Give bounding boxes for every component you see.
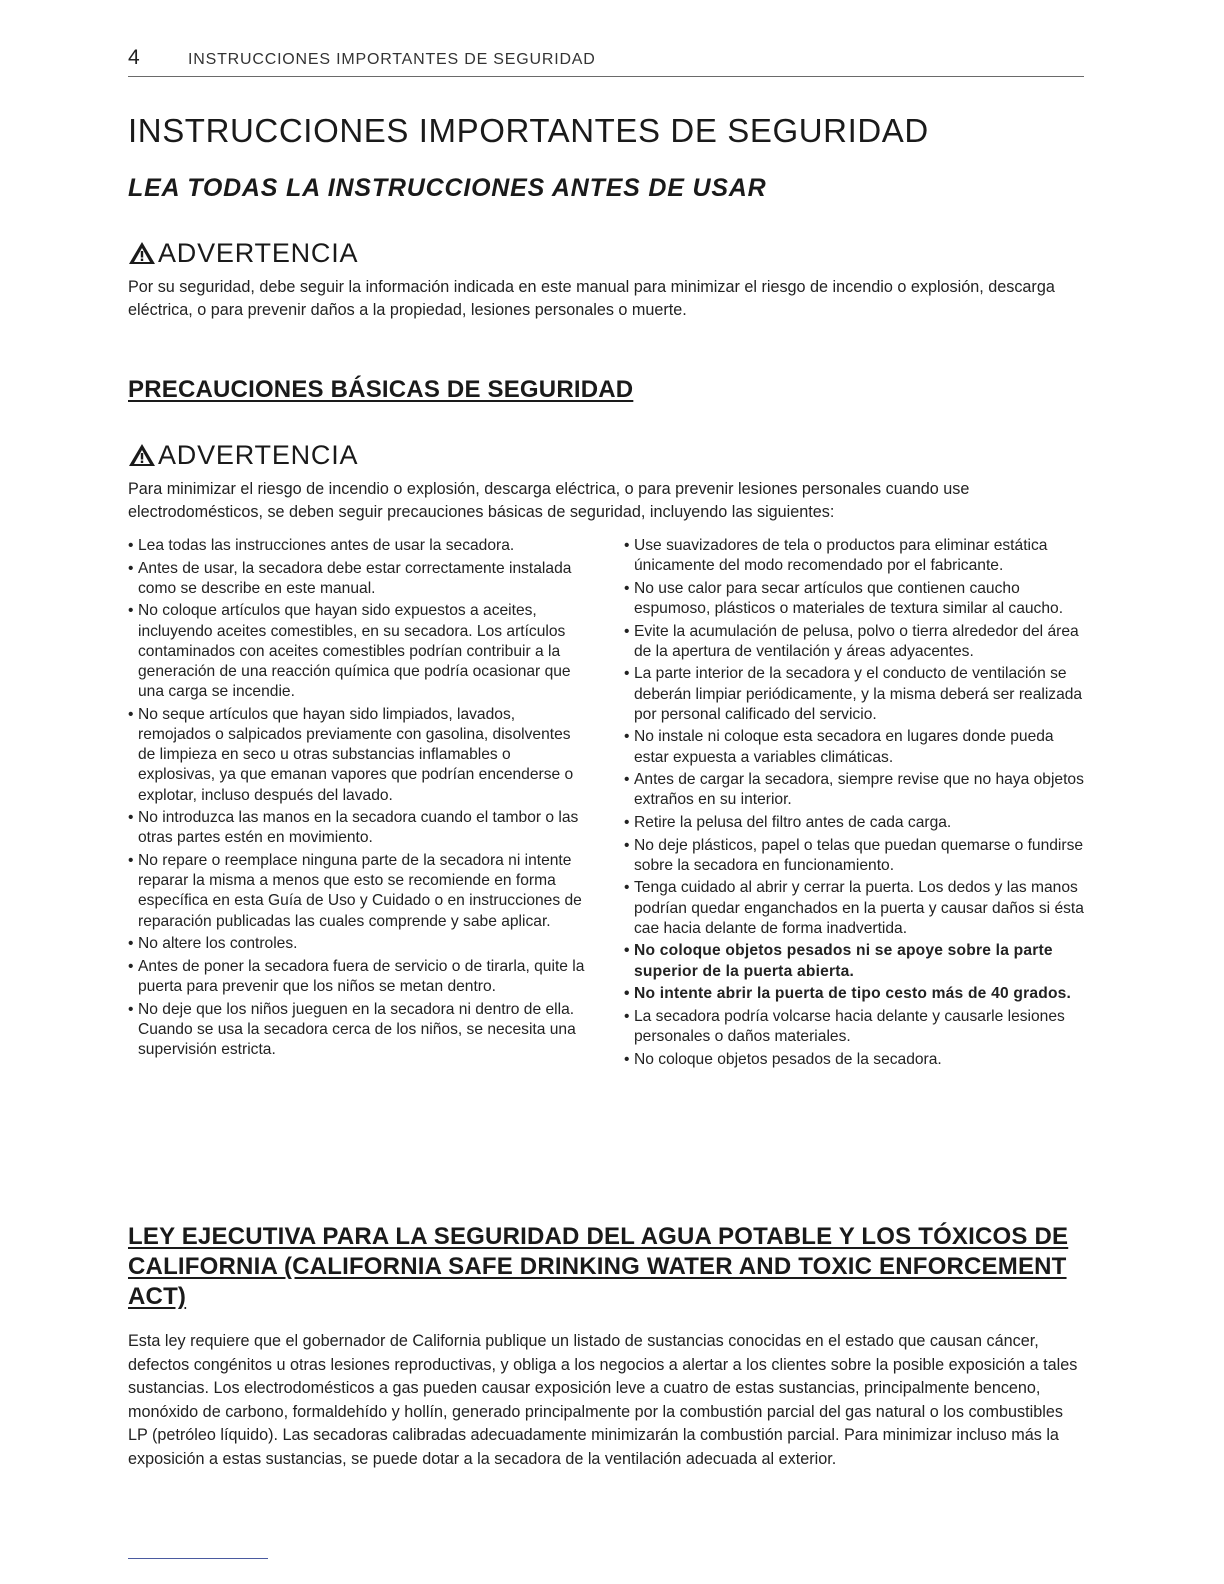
list-item: • No introduzca las manos en la secadora cuando el tambor o las otras partes estén en movimiento. — [128, 808, 588, 848]
warning-text-1: Por su seguridad, debe seguir la información indicada en este manual para minimizar el riesgo de incendio o explosión, descarga eléctrica, o para prevenir daños a la propiedad, lesiones personales o muerte. — [128, 278, 1055, 319]
running-header — [128, 44, 1084, 77]
california-text: Esta ley requiere que el gobernador de California publique un listado de sustancias conocidas en el estado que causan cáncer, defectos congénitos u otras lesiones reproductivas, y obliga a los negocios a alertar a los clientes sobre la posible exposición a tales sustancias. Los electrodomésticos a gas pueden causar exposición leve a cuatro de estas sustancias, principalmente benceno, monóxido de carbono, formaldehído y hollín, generado principalmente por la combustión parcial del gas natural o los combustibles LP (petróleo líquido). Las secadoras calibradas adecuadamente minimizarán la combustión parcial. Para minimizar incluso más la exposición a estas sustancias, se puede dotar a la secadora de la ventilación adecuada al exterior. — [128, 1332, 1078, 1468]
list-item: • Tenga cuidado al abrir y cerrar la puerta. Los dedos y las manos podrían quedar enganchados en la puerta y causar daños si ésta cae hacia delante de forma inadvertida. — [624, 878, 1086, 939]
list-item: • No use calor para secar artículos que contienen caucho espumoso, plásticos o materiales de textura similar al caucho. — [624, 579, 1086, 619]
list-item: • No coloque objetos pesados de la secadora. — [624, 1050, 1086, 1070]
precautions-left-list — [128, 536, 588, 1063]
list-item: • No instale ni coloque esta secadora en lugares donde pueda estar expuesta a variables climáticas. — [624, 727, 1086, 767]
list-item: • Retire la pelusa del filtro antes de cada carga. — [624, 813, 1086, 833]
running-title: INSTRUCCIONES IMPORTANTES DE SEGURIDAD — [188, 51, 596, 68]
list-item: • No repare o reemplace ninguna parte de la secadora ni intente reparar la misma a menos que esto se recomiende en forma específica en esta Guía de Uso y Cuidado o en instrucciones de reparación publicadas las cuales comprende y sabe aplicar. — [128, 851, 588, 932]
warning-triangle-icon — [128, 443, 156, 467]
warning-triangle-icon — [128, 241, 156, 265]
page-title: INSTRUCCIONES IMPORTANTES DE SEGURIDAD — [128, 112, 929, 149]
list-item: • No seque artículos que hayan sido limpiados, lavados, remojados o salpicados previamente con gasolina, disolventes de limpieza en seco u otras substancias inflamables o explosivas, ya que emanan vapores que podrían encenderse o explotar, incluso después del lavado. — [128, 705, 588, 806]
list-item: • No deje plásticos, papel o telas que puedan quemarse o fundirse sobre la secadora en funcionamiento. — [624, 836, 1086, 876]
section-heading-basic: PRECAUCIONES BÁSICAS DE SEGURIDAD — [128, 376, 634, 403]
list-item: • Antes de cargar la secadora, siempre revise que no haya objetos extraños en su interior. — [624, 770, 1086, 810]
precautions-right-list — [624, 536, 1086, 1072]
list-item-bold: • No intente abrir la puerta de tipo cesto más de 40 grados. — [624, 984, 1086, 1004]
page-subtitle: LEA TODAS LA INSTRUCCIONES ANTES DE USAR — [128, 174, 767, 202]
list-item: • No altere los controles. — [128, 934, 588, 954]
list-item: • La secadora podría volcarse hacia delante y causarle lesiones personales o daños materiales. — [624, 1007, 1086, 1047]
section-heading-california: LEY EJECUTIVA PARA LA SEGURIDAD DEL AGUA POTABLE Y LOS TÓXICOS DE CALIFORNIA (CALIFORNIA SAFE DRINKING WATER AND TOXIC ENFORCEMENT ACT) — [128, 1223, 1069, 1310]
list-item: • Antes de usar, la secadora debe estar correctamente instalada como se describe en este manual. — [128, 559, 588, 599]
warning-label-1: ADVERTENCIA — [158, 237, 359, 268]
list-item: • La parte interior de la secadora y el conducto de ventilación se deberán limpiar periódicamente, y la misma deberá ser realizada por personal calificado del servicio. — [624, 664, 1086, 725]
list-item: • Antes de poner la secadora fuera de servicio o de tirarla, quite la puerta para prevenir que los niños se metan dentro. — [128, 957, 588, 997]
basic-intro: Para minimizar el riesgo de incendio o explosión, descarga eléctrica, o para prevenir lesiones personales cuando use electrodomésticos, se deben seguir precauciones básicas de seguridad, incluyendo las siguientes: — [128, 480, 970, 521]
footer-rule — [128, 1558, 268, 1559]
list-item: • Use suavizadores de tela o productos para eliminar estática únicamente del modo recomendado por el fabricante. — [624, 536, 1086, 576]
list-item: • No coloque artículos que hayan sido expuestos a aceites, incluyendo aceites comestibles, en su secadora. Los artículos contaminados con aceites comestibles podrían contribuir a la generación de una reacción química que podría ocasionar que una carga se incendie. — [128, 601, 588, 702]
list-item: • Lea todas las instrucciones antes de usar la secadora. — [128, 536, 588, 556]
page-number: 4 — [128, 46, 140, 69]
warning-heading-2 — [128, 438, 358, 472]
list-item: • Evite la acumulación de pelusa, polvo o tierra alrededor del área de la apertura de ventilación y áreas adyacentes. — [624, 622, 1086, 662]
list-item: • No deje que los niños jueguen en la secadora ni dentro de ella. Cuando se usa la secadora cerca de los niños, se necesita una supervisión estricta. — [128, 1000, 588, 1061]
warning-heading-1 — [128, 236, 358, 270]
warning-label-2: ADVERTENCIA — [158, 439, 359, 470]
list-item-bold: • No coloque objetos pesados ni se apoye sobre la parte superior de la puerta abierta. — [624, 941, 1086, 981]
